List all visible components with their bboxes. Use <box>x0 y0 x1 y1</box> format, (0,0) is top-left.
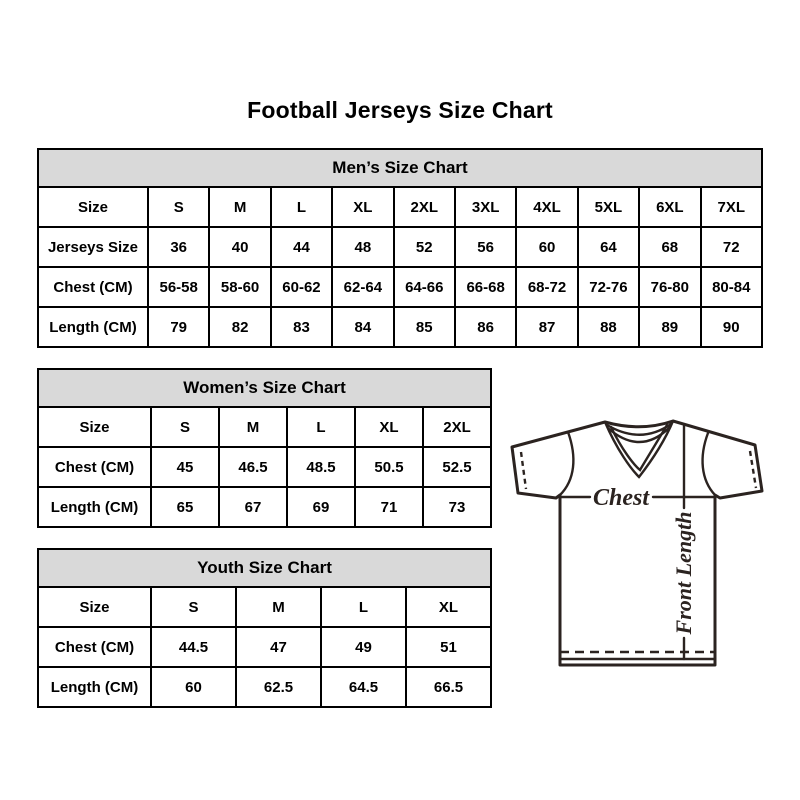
table-cell: 60 <box>516 227 577 267</box>
table-header-row <box>38 369 491 407</box>
jersey-outline <box>512 421 762 665</box>
table-cell: 83 <box>271 307 332 347</box>
row-label: Jerseys Size <box>38 227 148 267</box>
table-cell: L <box>321 587 406 627</box>
table-cell: 79 <box>148 307 209 347</box>
table-cell: M <box>236 587 321 627</box>
table-row <box>38 407 491 447</box>
table-cell: 84 <box>332 307 393 347</box>
table-cell: 65 <box>151 487 219 527</box>
row-label: Length (CM) <box>38 667 151 707</box>
table-cell: 73 <box>423 487 491 527</box>
table-cell: 52 <box>394 227 455 267</box>
table-cell: 5XL <box>578 187 639 227</box>
table-cell: 48.5 <box>287 447 355 487</box>
table-cell: S <box>151 587 236 627</box>
mens-table-title: Men’s Size Chart <box>38 149 762 187</box>
row-label: Length (CM) <box>38 487 151 527</box>
table-cell: 56-58 <box>148 267 209 307</box>
table-cell: L <box>271 187 332 227</box>
table-cell: 67 <box>219 487 287 527</box>
table-cell: 40 <box>209 227 270 267</box>
table-cell: XL <box>355 407 423 447</box>
table-row <box>38 447 491 487</box>
youth-table-title: Youth Size Chart <box>38 549 491 587</box>
table-cell: 60-62 <box>271 267 332 307</box>
table-header-row <box>38 149 762 187</box>
table-cell: 62-64 <box>332 267 393 307</box>
table-cell: L <box>287 407 355 447</box>
table-cell: 68-72 <box>516 267 577 307</box>
row-label: Chest (CM) <box>38 267 148 307</box>
table-cell: 49 <box>321 627 406 667</box>
front-length-label: Front Length <box>671 511 696 635</box>
table-cell: 90 <box>701 307 762 347</box>
table-row <box>38 307 762 347</box>
table-row <box>38 487 491 527</box>
table-cell: 64.5 <box>321 667 406 707</box>
table-cell: 51 <box>406 627 491 667</box>
womens-size-table <box>37 368 492 528</box>
table-header-row <box>38 549 491 587</box>
chest-label: Chest <box>592 485 650 511</box>
table-cell: M <box>219 407 287 447</box>
row-label: Chest (CM) <box>38 627 151 667</box>
table-row <box>38 667 491 707</box>
table-cell: 47 <box>236 627 321 667</box>
table-cell: 56 <box>455 227 516 267</box>
row-label: Size <box>38 587 151 627</box>
womens-table-title: Women’s Size Chart <box>38 369 491 407</box>
table-cell: 2XL <box>423 407 491 447</box>
table-row <box>38 627 491 667</box>
table-cell: XL <box>332 187 393 227</box>
table-cell: 46.5 <box>219 447 287 487</box>
table-cell: 85 <box>394 307 455 347</box>
table-cell: 2XL <box>394 187 455 227</box>
table-cell: 86 <box>455 307 516 347</box>
row-label: Length (CM) <box>38 307 148 347</box>
table-cell: 76-80 <box>639 267 700 307</box>
table-cell: 68 <box>639 227 700 267</box>
table-cell: 45 <box>151 447 219 487</box>
table-cell: 50.5 <box>355 447 423 487</box>
table-row <box>38 227 762 267</box>
table-row <box>38 587 491 627</box>
table-cell: 62.5 <box>236 667 321 707</box>
table-row <box>38 187 762 227</box>
table-cell: 44 <box>271 227 332 267</box>
table-cell: 44.5 <box>151 627 236 667</box>
table-cell: 80-84 <box>701 267 762 307</box>
table-cell: 3XL <box>455 187 516 227</box>
row-label: Chest (CM) <box>38 447 151 487</box>
table-cell: 6XL <box>639 187 700 227</box>
table-cell: 69 <box>287 487 355 527</box>
table-cell: 72 <box>701 227 762 267</box>
jersey-measurement-diagram <box>495 405 775 675</box>
table-cell: 66-68 <box>455 267 516 307</box>
table-row <box>38 267 762 307</box>
table-cell: S <box>148 187 209 227</box>
table-cell: 82 <box>209 307 270 347</box>
table-cell: 88 <box>578 307 639 347</box>
row-label: Size <box>38 407 151 447</box>
table-cell: 60 <box>151 667 236 707</box>
table-cell: 7XL <box>701 187 762 227</box>
table-cell: S <box>151 407 219 447</box>
table-cell: 87 <box>516 307 577 347</box>
youth-size-table <box>37 548 492 708</box>
table-cell: 52.5 <box>423 447 491 487</box>
page-title: Football Jerseys Size Chart <box>247 97 553 123</box>
table-cell: 71 <box>355 487 423 527</box>
table-cell: XL <box>406 587 491 627</box>
table-cell: 66.5 <box>406 667 491 707</box>
table-cell: M <box>209 187 270 227</box>
table-cell: 64 <box>578 227 639 267</box>
table-cell: 48 <box>332 227 393 267</box>
table-cell: 58-60 <box>209 267 270 307</box>
table-cell: 64-66 <box>394 267 455 307</box>
row-label: Size <box>38 187 148 227</box>
table-cell: 72-76 <box>578 267 639 307</box>
mens-size-table <box>37 148 763 348</box>
table-cell: 89 <box>639 307 700 347</box>
table-cell: 36 <box>148 227 209 267</box>
table-cell: 4XL <box>516 187 577 227</box>
